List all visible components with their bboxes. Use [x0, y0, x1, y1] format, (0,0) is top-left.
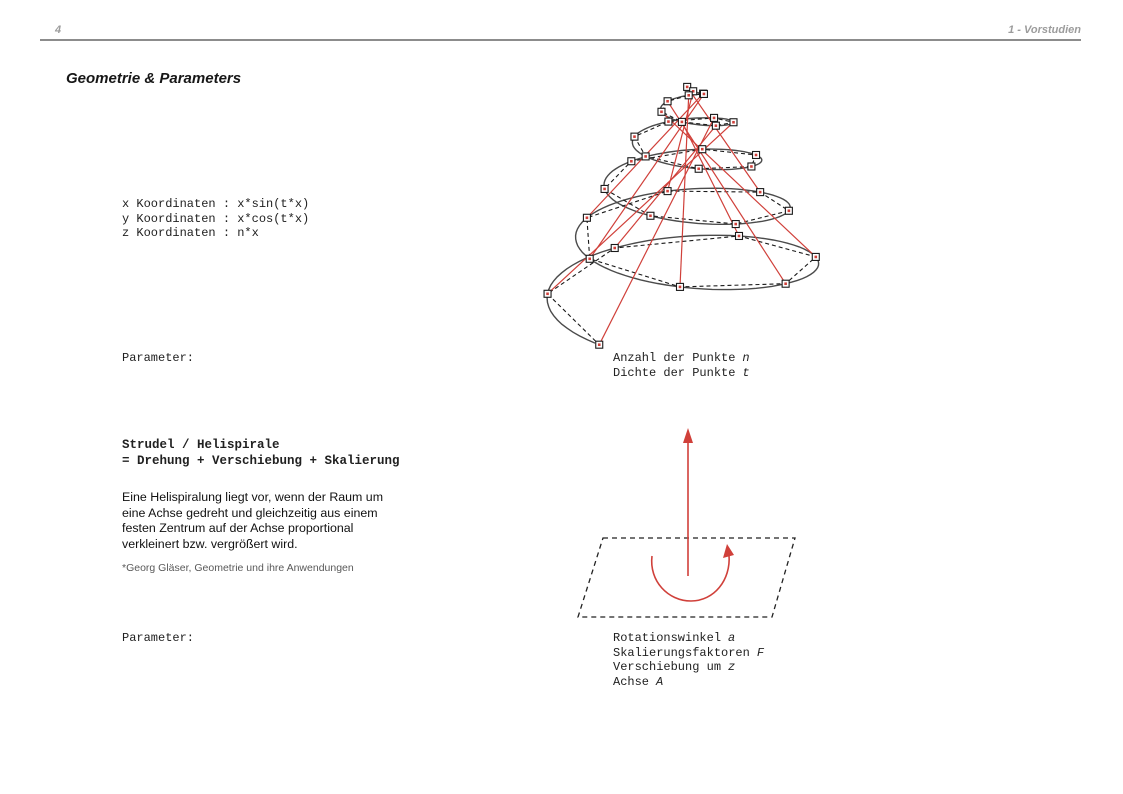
strudel-heading — [122, 438, 400, 470]
point-marker-center — [697, 167, 700, 170]
param-item: Verschiebung um z — [613, 660, 736, 675]
definition-paragraph: Eine Helispiralung liegt vor, wenn der Raum um eine Achse gedreht und gleichzeitig aus einem festen Zentrum auf der Achse proportional verkleinert bzw. vergrößert wird. — [122, 490, 384, 551]
point-marker-center — [679, 286, 682, 289]
conical-spiral-diagram — [520, 60, 860, 360]
param-item: Anzahl der Punkte n — [613, 351, 750, 365]
page-title: Geometrie & Parameters — [66, 70, 242, 87]
point-marker-center — [649, 214, 652, 217]
point-marker-center — [701, 148, 704, 151]
point-marker-center — [546, 292, 549, 295]
param-var: a — [728, 631, 736, 645]
param-var: A — [656, 674, 664, 689]
rotation-axis-diagram — [560, 415, 810, 630]
arc-arrowhead-icon — [723, 544, 734, 558]
point-marker-center — [784, 282, 787, 285]
point-marker-center — [734, 223, 737, 226]
page-header — [40, 24, 1081, 41]
point-marker-center — [660, 110, 663, 113]
generator-line — [682, 122, 739, 236]
strudel-heading-line1: Strudel / Helispirale — [122, 438, 280, 452]
point-marker-center — [644, 155, 647, 158]
point-marker-center — [613, 247, 616, 250]
coordinate-formulas — [122, 197, 309, 241]
axis-arrowhead-icon — [683, 428, 693, 443]
point-marker-center — [788, 209, 791, 212]
point-marker-center — [667, 120, 670, 123]
point-marker-center — [713, 117, 716, 120]
source-footnote: *Georg Gläser, Geometrie und ihre Anwendungen — [122, 562, 354, 574]
parameter-list-2 — [613, 631, 764, 689]
point-marker-center — [732, 121, 735, 124]
param-var: z — [728, 660, 736, 675]
param-item: Dichte der Punkte t — [613, 365, 750, 380]
formula-y: y Koordinaten : x*cos(t*x) — [122, 211, 310, 226]
point-marker-center — [686, 86, 689, 89]
point-marker-center — [687, 94, 690, 97]
point-marker-center — [598, 343, 601, 346]
param-item: Achse A — [613, 674, 664, 689]
parameter-label-1: Parameter: — [122, 351, 195, 365]
point-marker-center — [630, 160, 633, 163]
point-marker-center — [715, 124, 718, 127]
point-marker-center — [814, 256, 817, 259]
param-item: Rotationswinkel a — [613, 631, 736, 645]
point-marker-center — [750, 165, 753, 168]
formula-z: z Koordinaten : n*x — [122, 226, 259, 241]
point-marker-center — [759, 191, 762, 194]
section-title: 1 - Vorstudien — [1008, 24, 1081, 36]
param-item: Skalierungsfaktoren F — [613, 645, 765, 660]
rotation-direction-arc — [652, 555, 729, 601]
point-marker-center — [586, 216, 589, 219]
point-marker-center — [681, 121, 684, 124]
point-marker-center — [666, 100, 669, 103]
formula-x: x Koordinaten : x*sin(t*x) — [122, 197, 310, 211]
point-marker-center — [588, 257, 591, 260]
point-marker-center — [703, 93, 706, 96]
plane-outline — [578, 538, 795, 617]
param-var: F — [756, 645, 765, 660]
point-marker-center — [755, 154, 758, 157]
point-marker-center — [666, 190, 669, 193]
generator-line — [599, 118, 714, 345]
point-marker-center — [633, 135, 636, 138]
point-marker-center — [738, 235, 741, 238]
param-var: t — [742, 365, 750, 380]
strudel-heading-line2: = Drehung + Verschiebung + Skalierung — [122, 453, 400, 468]
point-marker-center — [603, 188, 606, 191]
param-var: n — [742, 351, 750, 365]
parameter-label-2: Parameter: — [122, 631, 195, 645]
page-number: 4 — [55, 24, 62, 36]
